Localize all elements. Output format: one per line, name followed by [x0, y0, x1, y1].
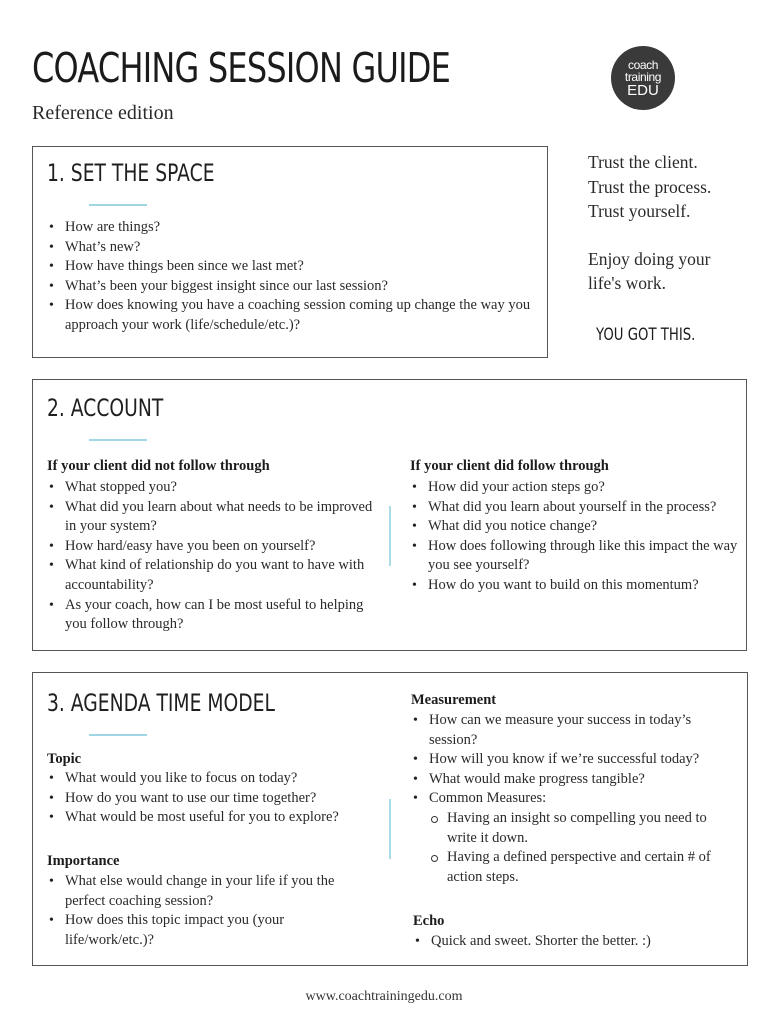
list-item: • As your coach, how can I be most useful to helping you follow through? [33, 596, 383, 635]
footer-url[interactable]: www.coachtrainingedu.com [305, 989, 463, 1004]
right-column-label: If your client did follow through [410, 458, 609, 474]
list-item: • How have things been since we last met? [33, 257, 533, 277]
list-item: • What did you learn about yourself in the process? [396, 498, 741, 518]
list-item: • How does this topic impact you (your life/work/etc.)? [33, 911, 353, 950]
logo-line-2: training [624, 69, 662, 84]
motivation-note [588, 150, 711, 296]
section-account [32, 379, 747, 651]
section-1-list [33, 218, 533, 336]
section-3-accent-line [89, 734, 147, 736]
list-item: • What stopped you? [33, 478, 383, 498]
column-divider [389, 799, 391, 859]
list-item: • How do you want to build on this momentum? [396, 576, 741, 596]
section-agenda-time-model [32, 672, 748, 966]
section-set-the-space [32, 146, 548, 358]
list-item: • What would you like to focus on today? [33, 769, 378, 789]
list-item: • What’s been your biggest insight since our last session? [33, 277, 533, 297]
measurement-list [397, 711, 732, 887]
list-item: • What would make progress tangible? [397, 770, 732, 790]
page-title: COACHING SESSION GUIDE [32, 44, 451, 92]
sub-list-item: Having a defined perspective and certain # of action steps. [429, 848, 732, 887]
list-item: • What’s new? [33, 238, 533, 258]
list-item: • How are things? [33, 218, 533, 238]
section-2-heading: 2. ACCOUNT [47, 394, 164, 422]
list-item: • How can we measure your success in today’s session? [397, 711, 732, 750]
list-item: • How does knowing you have a coaching session coming up change the way you approach your work (life/schedule/etc.)? [33, 296, 533, 335]
closing-message: YOU GOT THIS. [596, 325, 696, 345]
page-subtitle: Reference edition [32, 102, 174, 124]
sub-list-item: Having an insight so compelling you need to write it down. [429, 809, 732, 848]
list-item: • How did your action steps go? [396, 478, 741, 498]
not-follow-through-list [33, 478, 383, 635]
list-item [397, 789, 732, 887]
section-2-accent-line [89, 439, 147, 441]
logo-line-3: EDU [627, 81, 659, 99]
echo-list [399, 932, 729, 952]
list-item: • What would be most useful for you to explore? [33, 808, 378, 828]
common-measures-list [429, 809, 732, 887]
note-line: Trust yourself. [588, 201, 691, 221]
section-3-heading: 3. AGENDA TIME MODEL [47, 689, 275, 717]
note-line: life's work. [588, 273, 666, 293]
note-line: Trust the client. [588, 152, 698, 172]
echo-label: Echo [413, 913, 445, 929]
section-1-heading: 1. SET THE SPACE [47, 159, 215, 187]
list-item: • How does following through like this impact the way you see yourself? [396, 537, 741, 576]
section-1-accent-line [89, 204, 147, 206]
measurement-label: Measurement [411, 692, 497, 708]
note-line: Enjoy doing your [588, 248, 711, 269]
list-item: • What else would change in your life if you the perfect coaching session? [33, 872, 353, 911]
list-item: • What did you learn about what needs to be improved in your system? [33, 498, 383, 537]
follow-through-list [396, 478, 741, 596]
common-measures-label: Common Measures: [429, 790, 547, 807]
topic-list [33, 769, 378, 828]
column-divider [389, 506, 391, 566]
list-item: • How will you know if we’re successful today? [397, 750, 732, 770]
list-item: • How hard/easy have you been on yourself? [33, 537, 383, 557]
note-line: Trust the process. [588, 176, 712, 197]
topic-label: Topic [47, 751, 82, 767]
importance-list [33, 872, 353, 950]
list-item: • Quick and sweet. Shorter the better. :) [399, 932, 729, 952]
list-item: • What kind of relationship do you want to have with accountability? [33, 556, 383, 595]
list-item: • What did you notice change? [396, 517, 741, 537]
left-column-label: If your client did not follow through [47, 458, 270, 474]
list-item: • How do you want to use our time together? [33, 789, 378, 809]
importance-label: Importance [47, 853, 120, 869]
brand-logo [611, 46, 675, 110]
logo-line-1: coach [627, 57, 659, 72]
